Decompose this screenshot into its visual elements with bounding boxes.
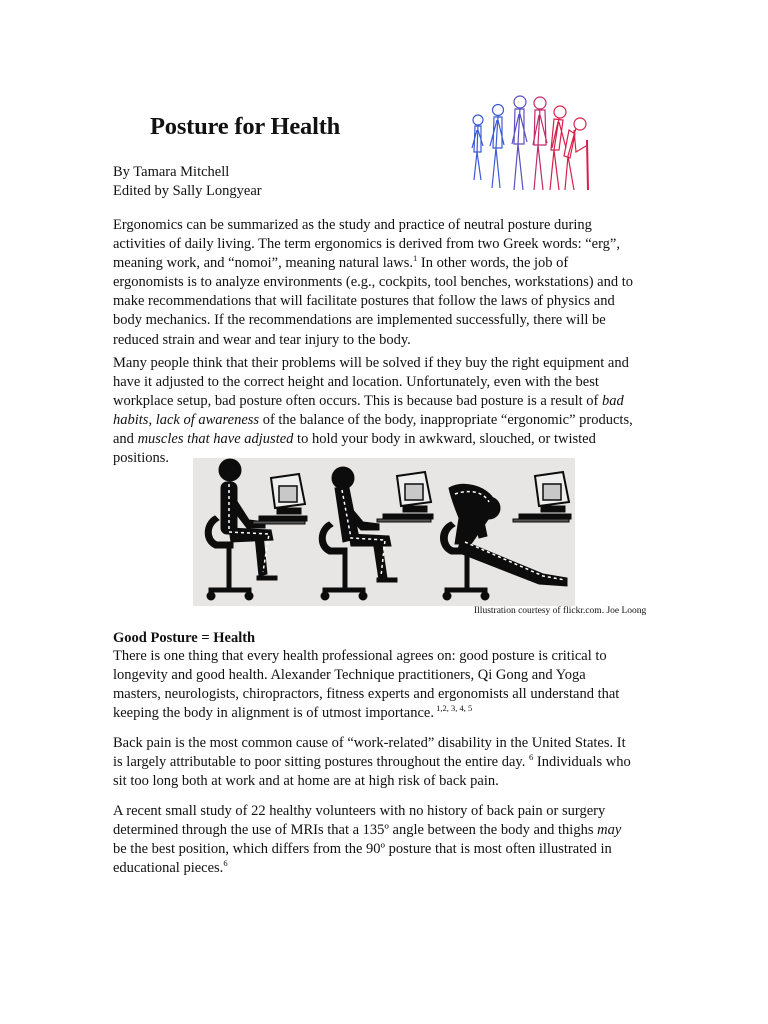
text-line: be the best position, which differs from the 90º posture that is most often illustrated in <box>113 841 612 858</box>
intro-paragraph <box>113 216 656 350</box>
byline <box>113 163 262 201</box>
section-heading: Good Posture = Health <box>113 630 256 646</box>
emphasis: muscles that have adjusted <box>137 431 294 448</box>
text-line: positions. <box>113 450 169 467</box>
equipment-paragraph <box>113 354 656 469</box>
text-span: to hold your body in awkward, slouched, or twisted <box>293 431 596 448</box>
emphasis: habits <box>113 412 149 429</box>
author-line: By Tamara Mitchell <box>113 164 230 180</box>
text-span: keeping the body in alignment is of utmost importance. <box>113 705 434 722</box>
footnote-ref: 1 <box>412 253 418 264</box>
text-line <box>113 753 656 772</box>
text-line: reduced strain and wear and tear injury to the body. <box>113 331 411 348</box>
text-line <box>113 392 656 411</box>
text-line: Ergonomics can be summarized as the study and practice of neutral posture during <box>113 217 592 233</box>
footnote-ref: 6 <box>223 858 228 869</box>
posture-evolution-figure <box>462 90 600 194</box>
text-line: activities of daily living. The term ergonomics is derived from two Greek words: “erg”, <box>113 236 620 253</box>
text-line: There is one thing that every health professional agrees on: good posture is critical to <box>113 648 607 664</box>
text-span: of the balance of the body, inappropriate “ergonomic” products, <box>259 412 633 429</box>
health-paragraph <box>113 647 656 723</box>
text-line: longevity and good health. Alexander Technique practitioners, Qi Gong and Yoga <box>113 667 586 684</box>
figure-senior <box>550 106 566 190</box>
text-line <box>113 430 656 449</box>
text-span: meaning work, and “nomoi”, meaning natural laws. <box>113 255 413 272</box>
text-line: sit too long both at work and at home are at high risk of back pain. <box>113 773 499 790</box>
text-line: masters, neurologists, chiropractors, fitness experts and ergonomists all understand that <box>113 686 620 703</box>
emphasis: may <box>597 822 622 839</box>
study-paragraph <box>113 802 656 878</box>
text-line <box>113 821 656 840</box>
text-line <box>113 254 656 273</box>
text-line <box>113 859 656 878</box>
text-span: In other words, the job of <box>417 255 569 272</box>
figure-adult <box>512 96 527 190</box>
figure-teen <box>490 105 504 189</box>
figure-middle-age <box>533 97 547 190</box>
footnote-ref: 6 <box>529 752 534 763</box>
text-line: body mechanics. If the recommendations are implemented successfully, there will be <box>113 312 606 329</box>
figure-elderly <box>564 118 588 190</box>
text-span: is largely attributable to poor sitting postures throughout the entire day. <box>113 754 529 771</box>
sitting-posture-illustration <box>193 458 575 606</box>
text-line: ergonomists is to analyze environments (e.g., cockpits, tool benches, workstations) and to <box>113 274 634 291</box>
emphasis: bad <box>601 393 624 410</box>
text-span: , <box>148 412 156 429</box>
text-line: have it adjusted to the correct height and location. Unfortunately, even with the best <box>113 374 599 391</box>
text-span: Individuals who <box>533 754 631 771</box>
text-span: and <box>113 431 138 448</box>
text-line: Many people think that their problems will be solved if they buy the right equipment and <box>113 355 629 371</box>
text-span: workplace setup, bad posture often occurs. This is because bad posture is a result of <box>113 393 602 410</box>
text-span: educational pieces. <box>113 860 224 877</box>
text-span: determined through the use of MRIs that a 135º angle between the body and thighs <box>113 822 598 839</box>
footnote-ref: 1,2, 3, 4, 5 <box>433 703 473 714</box>
figure-child <box>472 115 483 180</box>
document-title: Posture for Health <box>150 113 341 140</box>
editor-line: Edited by Sally Longyear <box>113 183 262 199</box>
illustration-caption: Illustration courtesy of flickr.com. Joe Loong <box>474 606 647 616</box>
text-line: make recommendations that will facilitate postures that follow the laws of physics and <box>113 293 615 310</box>
text-line <box>113 704 656 723</box>
text-line: Back pain is the most common cause of “work-related” disability in the United States. It <box>113 735 626 751</box>
emphasis: lack of awareness <box>155 412 260 429</box>
text-line: A recent small study of 22 healthy volunteers with no history of back pain or surgery <box>113 803 606 819</box>
back-pain-paragraph <box>113 734 656 791</box>
text-line <box>113 411 656 430</box>
